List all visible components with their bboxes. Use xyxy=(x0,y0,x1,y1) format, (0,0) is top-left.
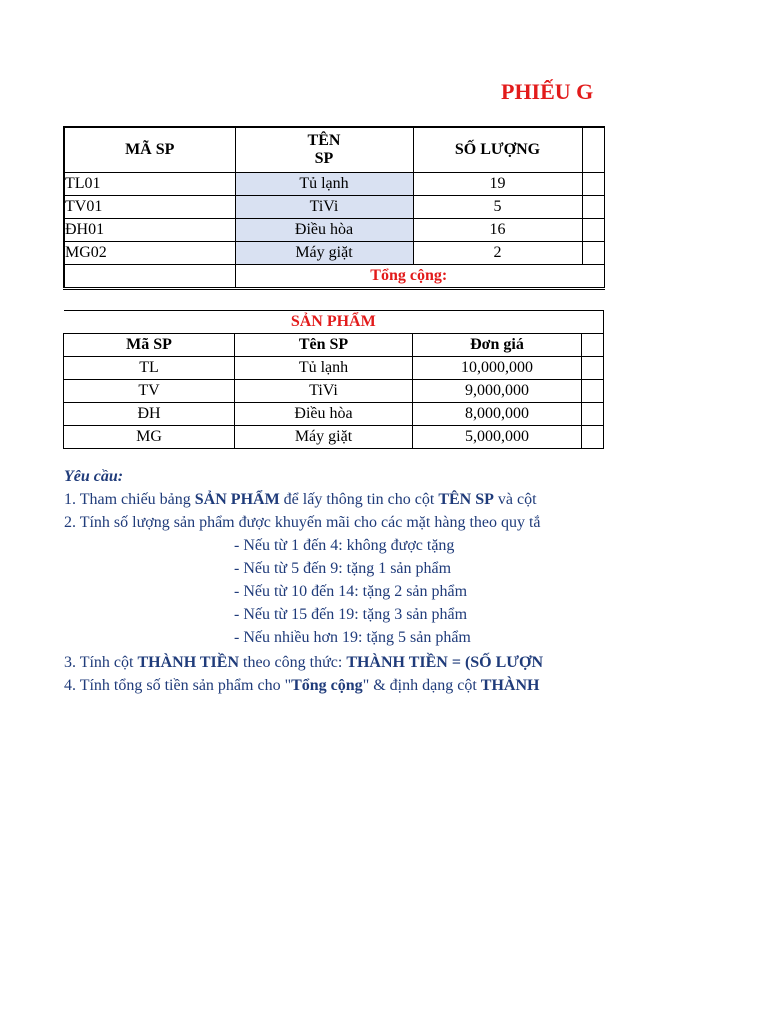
header-qty: SỐ LƯỢNG xyxy=(413,127,582,173)
lookup-caption-row xyxy=(64,311,604,334)
cell-extra[interactable] xyxy=(582,219,604,242)
table-row xyxy=(64,173,604,196)
lookup-name[interactable]: Tủ lạnh xyxy=(235,357,413,380)
req1-part-e: và cột xyxy=(493,491,537,508)
page-title: PHIẾU G xyxy=(501,79,594,104)
lookup-header-name: Tên SP xyxy=(235,334,413,357)
rule-item: - Nếu từ 5 đến 9: tặng 1 sản phẩm xyxy=(234,560,452,577)
rule-item: - Nếu từ 1 đến 4: không được tặng xyxy=(234,537,455,554)
requirement-4 xyxy=(64,674,539,697)
req1-part-a: 1. Tham chiếu bảng xyxy=(64,491,195,508)
requirements-title: Yêu cầu: xyxy=(64,468,124,485)
req4-part-c: " & định dạng cột xyxy=(362,677,481,694)
lookup-price[interactable]: 5,000,000 xyxy=(413,426,582,449)
lookup-code[interactable]: ĐH xyxy=(64,403,235,426)
header-extra xyxy=(582,127,604,173)
header-name-line1: TÊN xyxy=(307,132,341,149)
table-row xyxy=(64,426,604,449)
table-row xyxy=(64,242,604,265)
cell-code[interactable]: ĐH01 xyxy=(64,219,235,242)
total-row xyxy=(64,265,604,289)
req1-part-d: TÊN SP xyxy=(438,491,494,508)
lookup-name[interactable]: Điều hòa xyxy=(235,403,413,426)
lookup-name[interactable]: TiVi xyxy=(235,380,413,403)
lookup-extra[interactable] xyxy=(582,380,604,403)
total-label: Tổng cộng: xyxy=(235,265,582,289)
cell-code[interactable]: MG02 xyxy=(64,242,235,265)
cell-extra[interactable] xyxy=(582,242,604,265)
cell-name[interactable]: Tủ lạnh xyxy=(235,173,413,196)
cell-qty[interactable]: 5 xyxy=(413,196,582,219)
req4-part-d: THÀNH xyxy=(480,677,540,694)
lookup-code[interactable]: TL xyxy=(64,357,235,380)
total-value[interactable] xyxy=(582,265,604,289)
cell-qty[interactable]: 19 xyxy=(413,173,582,196)
req3-part-d: THÀNH TIỀN = (SỐ LƯỢN xyxy=(346,654,544,671)
order-table-header xyxy=(64,127,604,173)
lookup-price[interactable]: 9,000,000 xyxy=(413,380,582,403)
lookup-caption: SẢN PHẨM xyxy=(64,311,604,334)
header-name xyxy=(235,127,413,173)
product-lookup-table xyxy=(63,310,604,449)
req3-part-a: 3. Tính cột xyxy=(64,654,138,671)
rule-item: - Nếu từ 15 đến 19: tặng 3 sản phẩm xyxy=(234,606,468,623)
lookup-header-code: Mã SP xyxy=(64,334,235,357)
lookup-code[interactable]: TV xyxy=(64,380,235,403)
req3-part-c: theo công thức: xyxy=(239,654,347,671)
requirement-2: 2. Tính số lượng sản phẩm được khuyến mãi cho các mặt hàng theo quy tắ xyxy=(64,514,541,531)
requirement-1 xyxy=(64,488,537,511)
total-empty-cell[interactable] xyxy=(64,265,235,289)
req3-part-b: THÀNH TIỀN xyxy=(137,654,239,671)
cell-qty[interactable]: 2 xyxy=(413,242,582,265)
req4-part-b: Tổng cộng xyxy=(291,677,363,694)
cell-qty[interactable]: 16 xyxy=(413,219,582,242)
cell-name[interactable]: Máy giặt xyxy=(235,242,413,265)
cell-extra[interactable] xyxy=(582,196,604,219)
lookup-price[interactable]: 8,000,000 xyxy=(413,403,582,426)
table-row xyxy=(64,380,604,403)
req1-part-c: để lấy thông tin cho cột xyxy=(279,491,439,508)
cell-code[interactable]: TV01 xyxy=(64,196,235,219)
req4-part-a: 4. Tính tổng số tiền sản phẩm cho " xyxy=(64,677,292,694)
table-row xyxy=(64,196,604,219)
table-row xyxy=(64,403,604,426)
lookup-price[interactable]: 10,000,000 xyxy=(413,357,582,380)
cell-name[interactable]: Điều hòa xyxy=(235,219,413,242)
header-name-line2: SP xyxy=(314,150,334,167)
order-table xyxy=(63,126,605,290)
req1-part-b: SẢN PHẨM xyxy=(194,491,280,508)
lookup-extra[interactable] xyxy=(582,403,604,426)
cell-extra[interactable] xyxy=(582,173,604,196)
lookup-header-price: Đơn giá xyxy=(413,334,582,357)
lookup-name[interactable]: Máy giặt xyxy=(235,426,413,449)
table-row xyxy=(64,219,604,242)
cell-code[interactable]: TL01 xyxy=(64,173,235,196)
cell-name[interactable]: TiVi xyxy=(235,196,413,219)
lookup-extra[interactable] xyxy=(582,426,604,449)
lookup-code[interactable]: MG xyxy=(64,426,235,449)
requirement-3 xyxy=(64,651,543,674)
lookup-header-extra xyxy=(582,334,604,357)
lookup-extra[interactable] xyxy=(582,357,604,380)
rule-item: - Nếu nhiều hơn 19: tặng 5 sản phẩm xyxy=(234,629,471,646)
lookup-header xyxy=(64,334,604,357)
rule-item: - Nếu từ 10 đến 14: tặng 2 sản phẩm xyxy=(234,583,468,600)
header-code: MÃ SP xyxy=(64,127,235,173)
table-row xyxy=(64,357,604,380)
